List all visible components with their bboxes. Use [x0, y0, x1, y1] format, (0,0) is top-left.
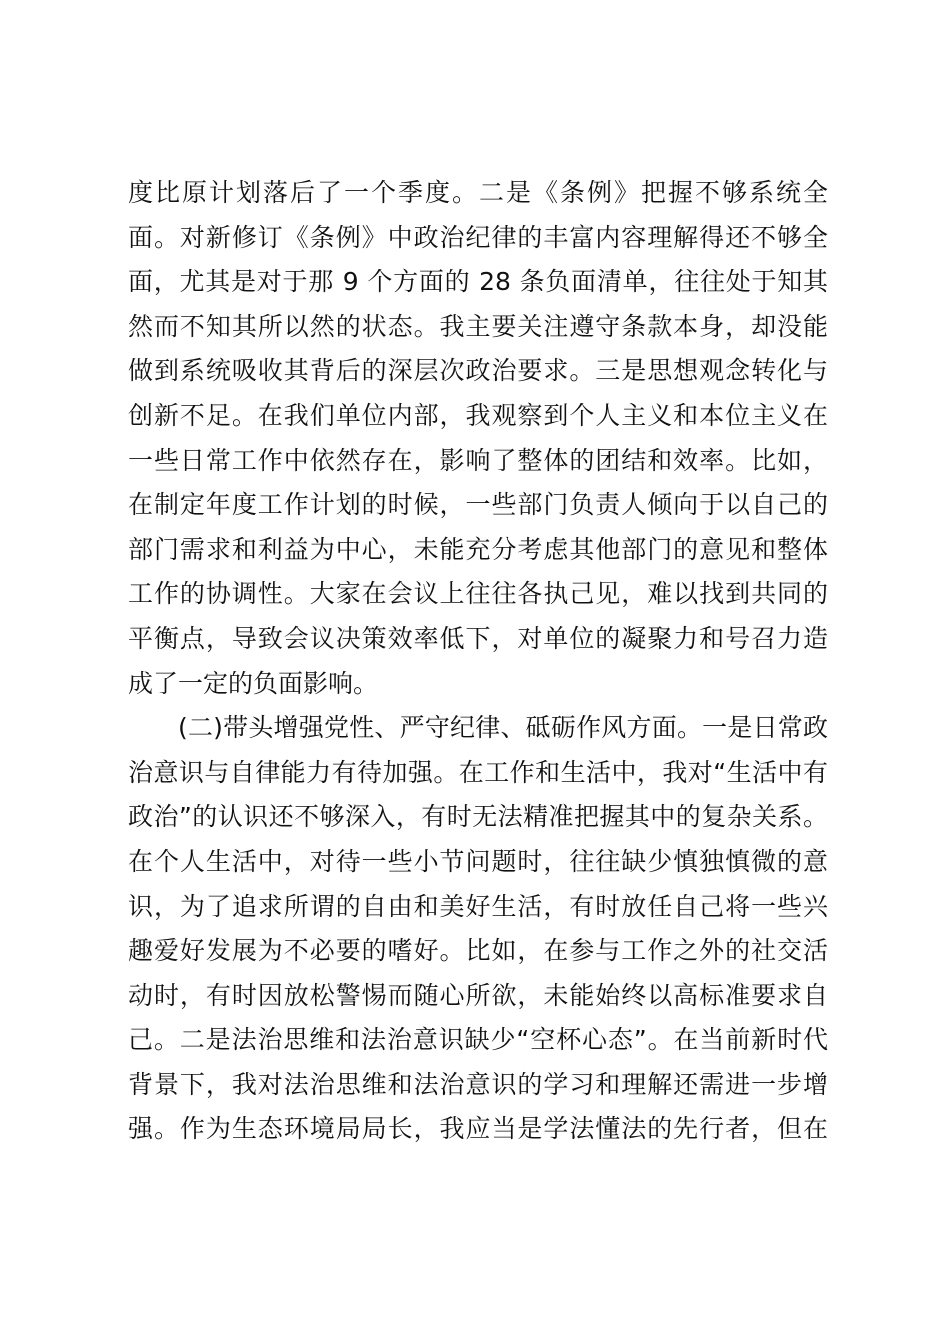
section-heading-line: (二)带头增强党性、严守纪律、砥砺作风方面。一是日常政 [178, 713, 828, 743]
text-line: 部门需求和利益为中心，未能充分考虑其他部门的意见和整体 [128, 534, 828, 564]
paragraph-end-line: 成了一定的负面影响。 [128, 668, 379, 698]
text-line: 强。作为生态环境局局长，我应当是学法懂法的先行者，但在 [128, 1114, 828, 1144]
body-text [128, 171, 828, 1152]
text-line: 己。二是法治思维和法治意识缺少“空杯心态”。在当前新时代 [128, 1025, 828, 1055]
text-line: 一些日常工作中依然存在，影响了整体的团结和效率。比如， [128, 445, 828, 475]
text-line: 政治”的认识还不够深入，有时无法精准把握其中的复杂关系。 [128, 802, 828, 832]
text-line: 面。对新修订《条例》中政治纪律的丰富内容理解得还不够全 [128, 222, 828, 252]
text-line: 做到系统吸收其背后的深层次政治要求。三是思想观念转化与 [128, 356, 828, 386]
text-line: 动时，有时因放松警惕而随心所欲，未能始终以高标准要求自 [128, 980, 828, 1010]
text-line: 在个人生活中，对待一些小节问题时，往往缺少慎独慎微的意 [128, 846, 828, 876]
text-line: 面，尤其是对于那 9 个方面的 28 条负面清单，往往处于知其 [128, 267, 828, 297]
text-line: 工作的协调性。大家在会议上往往各执己见，难以找到共同的 [128, 579, 828, 609]
text-line: 度比原计划落后了一个季度。二是《条例》把握不够系统全 [128, 178, 828, 207]
text-line: 平衡点，导致会议决策效率低下，对单位的凝聚力和号召力造 [128, 623, 828, 653]
text-line: 趣爱好发展为不必要的嗜好。比如，在参与工作之外的社交活 [128, 936, 828, 966]
text-line: 治意识与自律能力有待加强。在工作和生活中，我对“生活中有 [128, 757, 828, 787]
text-line: 背景下，我对法治思维和法治意识的学习和理解还需进一步增 [128, 1069, 828, 1099]
text-line: 识，为了追求所谓的自由和美好生活，有时放任自己将一些兴 [128, 891, 828, 921]
text-line: 在制定年度工作计划的时候，一些部门负责人倾向于以自己的 [128, 490, 828, 520]
text-line: 然而不知其所以然的状态。我主要关注遵守条款本身，却没能 [128, 311, 828, 341]
text-line: 创新不足。在我们单位内部，我观察到个人主义和本位主义在 [128, 400, 828, 430]
